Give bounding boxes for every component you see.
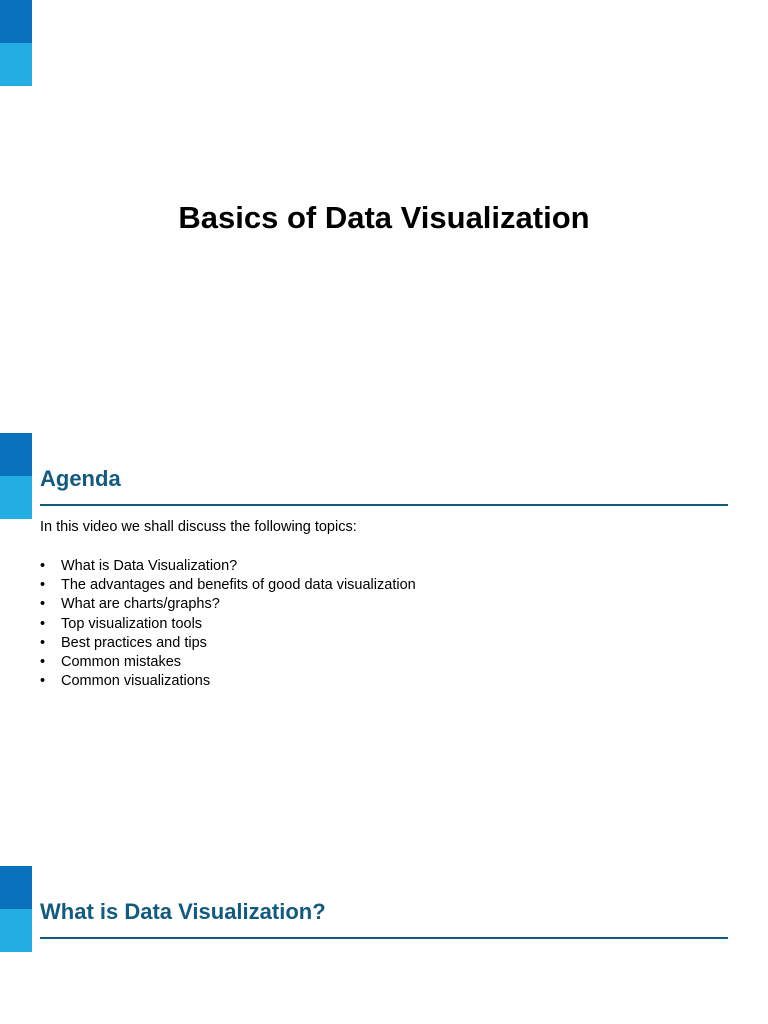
definition-heading: What is Data Visualization?: [40, 899, 326, 924]
agenda-topic-label: What are charts/graphs?: [61, 596, 220, 613]
heading-divider: [40, 937, 728, 939]
agenda-topic-label: Top visualization tools: [61, 615, 203, 632]
agenda-topic-item: [40, 615, 416, 634]
accent-block-dark: [0, 433, 32, 476]
agenda-topic-label: Common mistakes: [61, 653, 182, 670]
bullet-icon: •: [40, 596, 46, 613]
definition-slide: [0, 866, 768, 1024]
agenda-topic-item: [40, 634, 416, 653]
agenda-topic-item: [40, 653, 416, 672]
accent-bar: [0, 0, 32, 86]
bullet-icon: •: [40, 615, 46, 632]
accent-block-dark: [0, 866, 32, 909]
agenda-topic-label: The advantages and benefits of good data visualization: [61, 577, 416, 594]
bullet-icon: •: [40, 653, 46, 670]
heading-divider: [40, 504, 728, 506]
accent-block-dark: [0, 0, 32, 43]
accent-block-light: [0, 909, 32, 952]
agenda-topic-label: What is Data Visualization?: [61, 558, 238, 574]
accent-block-light: [0, 476, 32, 519]
bullet-icon: •: [40, 558, 46, 574]
title-slide: [0, 0, 768, 432]
bullet-icon: •: [40, 673, 46, 690]
agenda-heading: Agenda: [40, 466, 121, 491]
accent-bar: [0, 866, 32, 952]
accent-block-light: [0, 43, 32, 86]
agenda-topic-item: [40, 595, 416, 614]
agenda-topic-list: [40, 557, 416, 691]
agenda-slide: [0, 433, 768, 865]
agenda-topic-item: [40, 672, 416, 691]
agenda-topic-label: Best practices and tips: [61, 634, 207, 651]
bullet-icon: •: [40, 577, 46, 594]
presentation-title: Basics of Data Visualization: [178, 200, 590, 235]
bullet-icon: •: [40, 634, 46, 651]
agenda-topic-item: [40, 557, 416, 576]
agenda-intro: In this video we shall discuss the following topics:: [40, 519, 357, 535]
agenda-topic-item: [40, 576, 416, 595]
agenda-topic-label: Common visualizations: [61, 673, 211, 690]
accent-bar: [0, 433, 32, 519]
